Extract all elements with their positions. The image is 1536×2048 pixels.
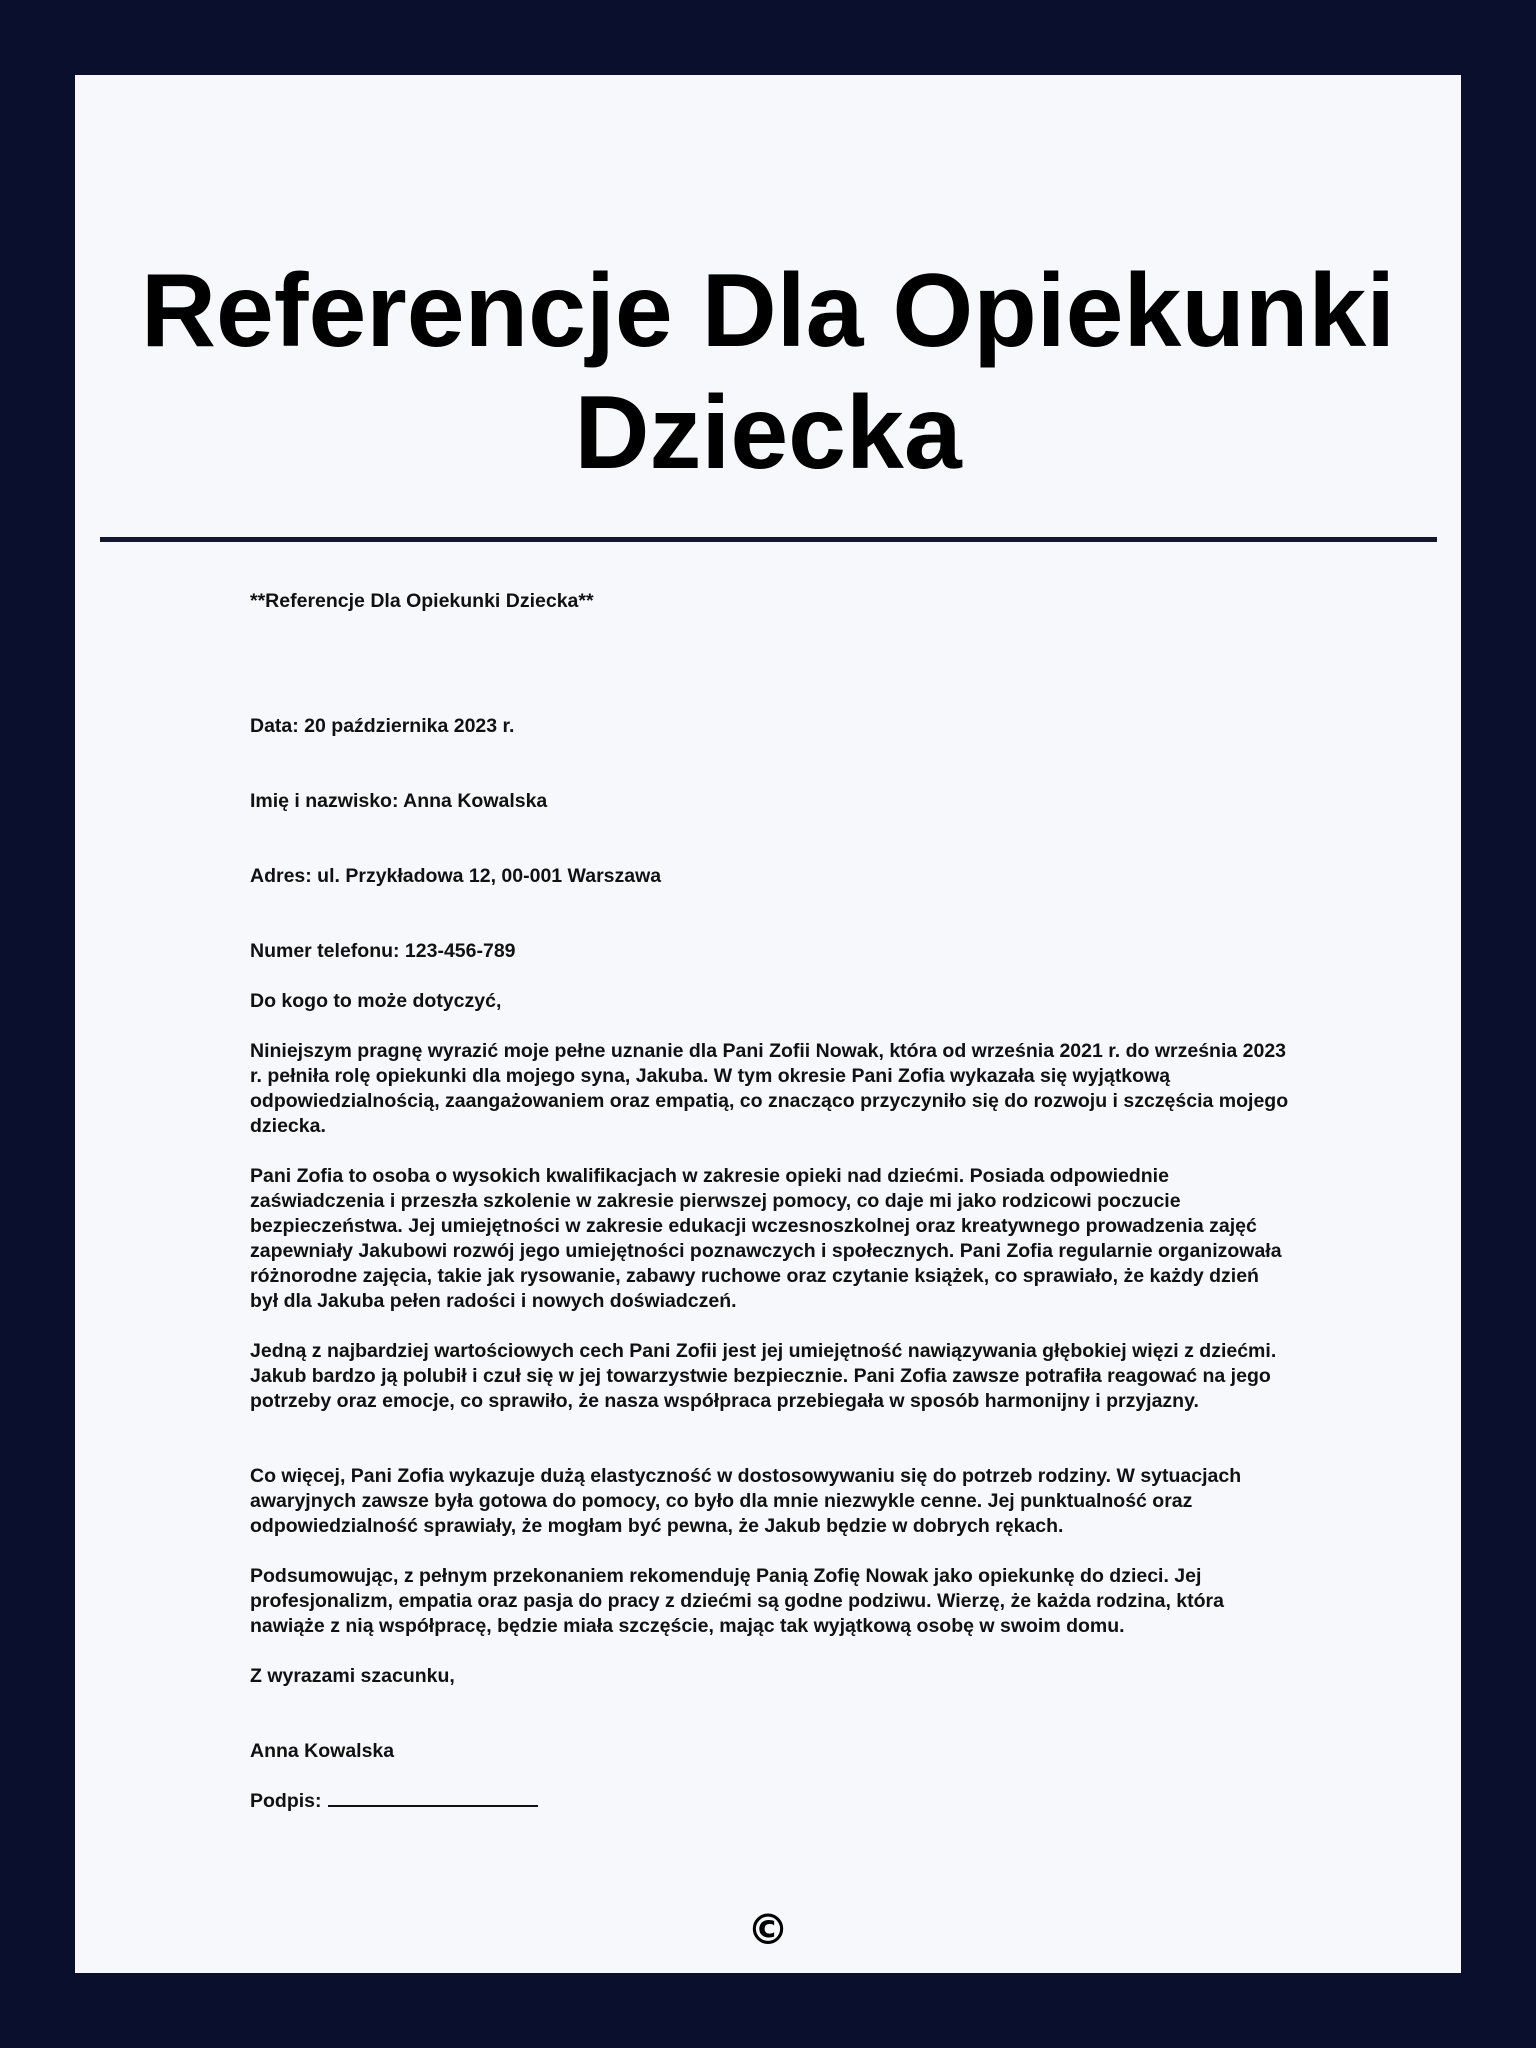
paragraph-summary: Podsumowując, z pełnym przekonaniem rekomenduję Panią Zofię Nowak jako opiekunkę do dzieci. Jej profesjonalizm, empatia oraz pasja do pracy z dziećmi są godne podziwu. Wierzę, że każda rodzina, która nawiąże z nią współpracę, będzie miała szczęście, mając tak wyjątkową osobę w swoim domu. — [250, 1565, 1224, 1637]
date-line: Data: 20 października 2023 r. — [250, 715, 515, 737]
closing: Z wyrazami szacunku, — [250, 1665, 455, 1687]
paragraph-flexibility: Co więcej, Pani Zofia wykazuje dużą elastyczność w dostosowywaniu się do potrzeb rodziny. W sytuacjach awaryjnych zawsze była gotowa do pomocy, co było dla mnie niezwykle cenne. Jej punktualność oraz odpowiedzialność sprawiały, że mogłam być pewna, że Jakub będzie w dobrych rękach. — [250, 1465, 1242, 1537]
copyright-icon: © — [747, 1905, 789, 1954]
signature-row — [250, 1789, 538, 1814]
paragraph-bond: Jedną z najbardziej wartościowych cech Pani Zofii jest jej umiejętność nawiązywania głębokiej więzi z dziećmi. Jakub bardzo ją polubił i czuł się w jej towarzystwie bezpiecznie. Pani Zofia zawsze potrafiła reagować na jego potrzeby oraz emocje, co sprawiło, że nasza współpraca przebiegała w sposób harmonijny i przyjazny. — [250, 1340, 1277, 1412]
name-line: Imię i nazwisko: Anna Kowalska — [250, 790, 548, 812]
salutation: Do kogo to może dotyczyć, — [250, 990, 502, 1012]
signature-line — [328, 1789, 538, 1807]
letter-heading: **Referencje Dla Opiekunki Dziecka** — [250, 590, 594, 612]
document-page — [75, 75, 1461, 1973]
paragraph-intro: Niniejszym pragnę wyrazić moje pełne uznanie dla Pani Zofii Nowak, która od września 2021 r. do września 2023 r. pełniła rolę opiekunki dla mojego syna, Jakuba. W tym okresie Pani Zofia wykazała się wyjątkową odpowiedzialnością, zaangażowaniem oraz empatią, co znacząco przyczyniło się do rozwoju i szczęścia mojego dziecka. — [250, 1040, 1289, 1137]
signer-name: Anna Kowalska — [250, 1740, 395, 1762]
paragraph-qualifications: Pani Zofia to osoba o wysokich kwalifikacjach w zakresie opieki nad dziećmi. Posiada odpowiednie zaświadczenia i przeszła szkolenie w zakresie pierwszej pomocy, co daje mi jako rodzicowi poczucie bezpieczeństwa. Jej umiejętności w zakresie edukacji wczesnoszkolnej oraz kreatywnego prowadzenia zajęć zapewniały Jakubowi rozwój jego umiejętności poznawczych i społecznych. Pani Zofia regularnie organizowała różnorodne zajęcia, takie jak rysowanie, zabawy ruchowe oraz czytanie książek, co sprawiało, że każdy dzień był dla Jakuba pełen radości i nowych doświadczeń. — [250, 1165, 1282, 1312]
address-line: Adres: ul. Przykładowa 12, 00-001 Warszawa — [250, 865, 662, 887]
phone-line: Numer telefonu: 123-456-789 — [250, 940, 516, 962]
title-divider — [100, 537, 1437, 542]
document-title: Referencje Dla Opiekunki Dziecka — [140, 253, 1396, 491]
signature-label: Podpis: — [250, 1790, 322, 1812]
